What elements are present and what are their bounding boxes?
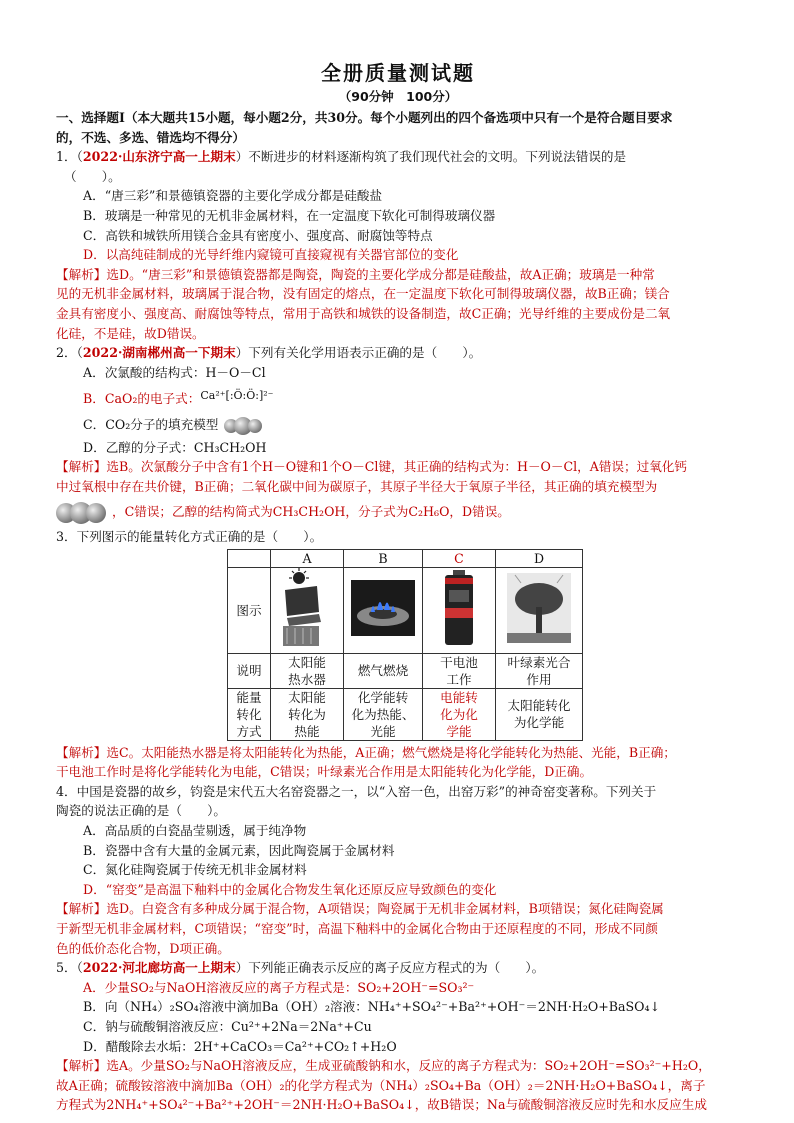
- question-3-stem: 3．下列图示的能量转化方式正确的是（ ）。: [56, 529, 323, 545]
- row-label: 图示: [228, 567, 271, 653]
- question-2-option-a: A．次氯酸的结构式：H－O－Cl: [83, 364, 266, 380]
- question-1-analysis: 【解析】选D。“唐三彩”和景德镇瓷器都是陶瓷，陶瓷的主要化学成分都是硅酸盐，故A正确；玻璃是一种常 见的无机非金属材料，玻璃属于混合物，没有固定的熔点，在一定温度下软化可制得玻璃仪器，故B正确；镁合 金具有密度小、强度高、耐腐蚀等特点，常用于高铁和城铁的设备制造，故C正确；光导纤维的主要成份是二氧 化硅，不是硅，故D错误。: [56, 266, 671, 341]
- section-heading-line-2: 的，不选、多选、错选均不得分）: [56, 129, 245, 145]
- question-5-option-c: C．钠与硫酸铜溶液反应：Cu²⁺+2Na＝2Na⁺+Cu: [83, 1019, 372, 1034]
- question-source: 2022·河北廊坊高一上期末: [82, 960, 236, 976]
- question-1-option-b: B．玻璃是一种常见的无机非金属材料，在一定温度下软化可制得玻璃仪器: [83, 207, 496, 223]
- question-2-option-b: B．CaO₂的电子式：Ca²⁺[:Ö:Ö:]²⁻: [83, 389, 274, 407]
- question-2-analysis: 【解析】选B。次氯酸分子中含有1个H－O键和1个O－Cl键，其正确的结构式为：H－O－Cl，A错误；过氧化钙 中过氧根中存在共价键，B正确；二氧化碳中间为碳原子，其原子半径大于氧原子半径，其正确的填充模型为 ，C错误；乙醇的结构简式为CH₃CH₂OH，分子式为C₂H₆O，D错误。: [56, 457, 740, 527]
- exam-page: [56, 58, 740, 1115]
- question-5-option-d: D．醋酸除去水垢：2H⁺+CaCO₃＝Ca²⁺+CO₂↑+H₂O: [83, 1038, 397, 1054]
- tree-photosynthesis-image: [496, 567, 583, 653]
- question-5-option-b: B．向（NH₄）₂SO₄溶液中滴加Ba（OH）₂溶液：NH₄⁺+SO₄²⁻+Ba²⁺+OH⁻＝2NH·H₂O+BaSO₄↓: [83, 999, 661, 1015]
- question-4-option-d: D．“窑变”是高温下釉料中的金属化合物发生氧化还原反应导致颜色的变化: [83, 881, 497, 897]
- question-3-analysis: 【解析】选C。太阳能热水器是将太阳能转化为热能，A正确；燃气燃烧是将化学能转化为热能、光能，B正确； 干电池工作时是将化学能转化为电能，C错误；叶绿素光合作用是太阳能转化为化学能，D正确。: [56, 744, 676, 780]
- question-5-option-a: A．少量SO₂与NaOH溶液反应的离子方程式是：SO₂+2OH⁻=SO₃²⁻: [83, 979, 475, 995]
- question-2-option-d: D．乙醇的分子式：CH₃CH₂OH: [83, 439, 267, 455]
- question-1-option-a: A．“唐三彩”和景德镇瓷器的主要化学成分都是硅酸盐: [83, 188, 383, 204]
- table-header: C: [423, 549, 496, 567]
- question-4-option-b: B．瓷器中含有大量的金属元素，因此陶瓷属于金属材料: [83, 842, 395, 858]
- question-source: 2022·山东济宁高一上期末: [82, 149, 236, 165]
- electron-formula: Ca²⁺[:Ö:Ö:]²⁻: [200, 389, 274, 403]
- row-label: 说明: [228, 653, 271, 688]
- question-4-analysis: 【解析】选D。白瓷含有多种成分属于混合物，A项错误；陶瓷属于无机非金属材料，B项错误；氮化硅陶瓷属 于新型无机非金属材料，C项错误；“窑变”时，高温下釉料中的金属化合物由于还原程度的不同，形成不同颜 色的低价态化合物，D项正确。: [56, 901, 664, 956]
- table-header: B: [344, 549, 423, 567]
- question-5-stem: 5．（2022·河北廊坊高一上期末）下列能正确表示反应的离子反应方程式的为（ ）。: [56, 960, 545, 976]
- question-4-option-a: A．高品质的白瓷晶莹剔透，属于纯净物: [83, 823, 307, 839]
- battery-image: [423, 567, 496, 653]
- energy-table: A B C D 图示 说明 太阳能 热水器 燃气燃烧 干电池 工作 叶绿素光合 作用 能量 转化 方式 太阳能 转化为 热能 化学能转 化为热能、 光能 电能转 化为化 学能 太阳能转化 为化学能: [227, 549, 583, 741]
- table-header: A: [271, 549, 344, 567]
- question-2-option-c: C．CO₂分子的填充模型: [56, 413, 740, 438]
- solar-heater-image: [271, 567, 344, 653]
- question-1-option-c: C．高铁和城铁所用镁合金具有密度小、强度高、耐腐蚀等特点: [83, 227, 433, 243]
- page-title: 全册质量测试题: [321, 61, 475, 85]
- question-5-analysis: 【解析】选A。少量SO₂与NaOH溶液反应，生成亚硫酸钠和水，反应的离子方程式为：SO₂+2OH⁻=SO₃²⁻+H₂O， 故A正确；硫酸铵溶液中滴加Ba（OH）₂的化学方程式为（NH₄）₂SO₄+Ba（OH）₂＝2NH·H₂O+BaSO₄↓，离子 方程式为2NH₄⁺+SO₄²⁻+Ba²⁺+2OH⁻＝2NH·H₂O+BaSO₄↓，故B错误；Na与硫酸铜溶液反应时先和水反应生成: [56, 1058, 711, 1113]
- co2-correct-model-icon: [56, 497, 106, 527]
- question-1-stem-cont: （ ）。: [64, 168, 121, 184]
- co2-filling-model-icon: [224, 414, 262, 438]
- gas-burner-image: [344, 567, 423, 653]
- page-subtitle: （90分钟 100分）: [338, 89, 458, 104]
- section-heading-line-1: 一、选择题Ⅰ（本大题共15小题，每小题2分，共30分。每个小题列出的四个备选项中只有一个是符合题目要求: [56, 110, 673, 125]
- question-4-stem-cont: 陶瓷的说法正确的是（ ）。: [56, 803, 227, 819]
- question-1-option-d: D．以高纯硅制成的光导纤维内窥镜可直接窥视有关器官部位的变化: [83, 247, 459, 263]
- question-4-stem: 4．中国是瓷器的故乡，钧瓷是宋代五大名窑瓷器之一，以“入窑一色，出窑万彩”的神奇窑变著称。下列关于: [56, 783, 657, 799]
- table-header: D: [496, 549, 583, 567]
- question-source: 2022·湖南郴州高一下期末: [82, 345, 236, 361]
- question-2-stem: 2．（2022·湖南郴州高一下期末）下列有关化学用语表示正确的是（ ）。: [56, 345, 482, 361]
- question-4-option-c: C．氮化硅陶瓷属于传统无机非金属材料: [83, 862, 307, 878]
- question-1-stem: 1．（2022·山东济宁高一上期末）不断进步的材料逐渐构筑了我们现代社会的文明。下列说法错误的是: [56, 149, 627, 165]
- row-label: 能量 转化 方式: [228, 688, 271, 740]
